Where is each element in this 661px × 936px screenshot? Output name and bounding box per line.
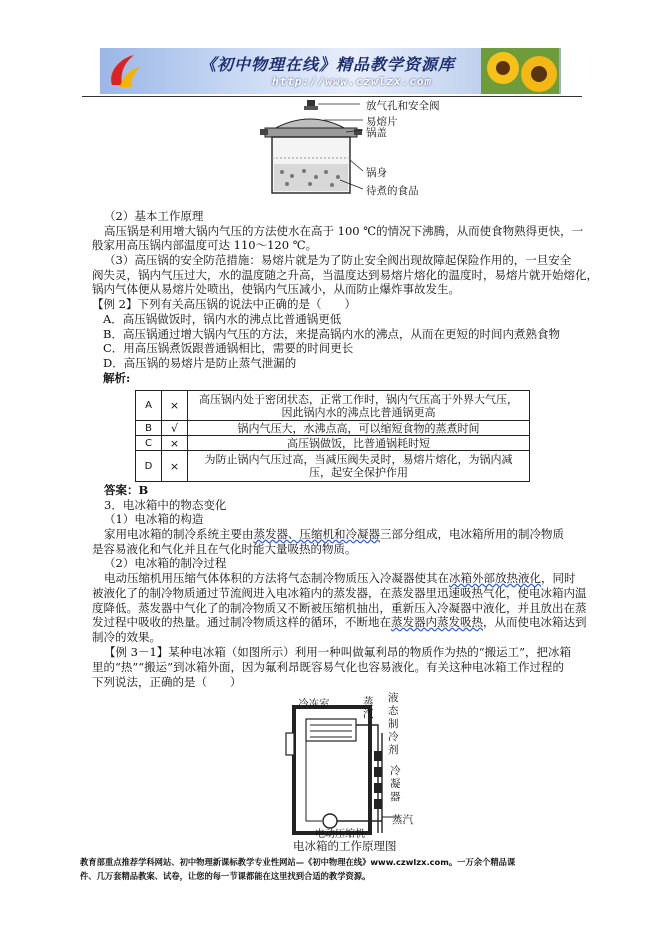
section-heading: 3．电冰箱中的物态变化 (104, 498, 227, 512)
table-row (136, 451, 530, 482)
paragraph-line: 锅内气体便从易熔片处喷出，使锅内气压减小，从而防止爆炸事故发生。 (92, 282, 460, 296)
row-option: D (136, 451, 162, 482)
page-footer (80, 855, 583, 883)
paragraph-line: 制冷的效果。 (92, 630, 161, 644)
row-mark: √ (162, 421, 188, 436)
row-explanation: 为防止锅内气压过高，当减压阀失灵时，易熔片熔化，为锅内减 压，起安全保护作用 (188, 451, 530, 482)
option-b: B．高压锅通过增大锅内气压的方法，来提高锅内水的沸点，从而在更短的时间内煮熟食物 (103, 327, 560, 341)
label-liquid-refrigerant: 液态制冷剂 (388, 692, 399, 756)
label-steam-top: 蒸汽 (363, 696, 374, 720)
label-steam-bottom: 蒸汽 (392, 814, 413, 826)
paragraph-line: 家用电冰箱的制冷系统主要由蒸发器、压缩机和冷凝器三部分组成，电冰箱所用的制冷物质 (104, 527, 564, 541)
row-explanation: 锅内气压大，水沸点高，可以缩短食物的蒸煮时间 (188, 421, 530, 436)
row-mark: × (162, 391, 188, 421)
table-row (136, 436, 530, 451)
row-mark: × (162, 451, 188, 482)
banner-title: 《初中物理在线》精品教学资源库 (200, 55, 456, 74)
row-mark: × (162, 436, 188, 451)
subsection-heading: （2）电冰箱的制冷过程 (104, 556, 227, 570)
key-term: 蒸发器、压缩机和冷凝器 (253, 527, 380, 541)
label-condenser: 冷凝器 (390, 765, 401, 803)
table-row (136, 421, 530, 436)
example-question: 【例 3－1】某种电冰箱（如图所示）利用一种叫做氟利昂的物质作为热的“搬运工”，把冰箱 (104, 645, 572, 659)
paragraph-line: 下列说法，正确的是（ ） (92, 675, 242, 689)
banner-url[interactable]: http://www.czwlzx.com (272, 75, 433, 88)
header-banner (100, 48, 561, 94)
row-option: C (136, 436, 162, 451)
figure-caption: 电冰箱的工作原理图 (293, 839, 397, 853)
row-explanation: 高压锅内处于密闭状态，正常工作时，锅内气压高于外界大气压， 因此锅内水的沸点比普通锅更高 (188, 391, 530, 421)
analysis-table (135, 390, 530, 482)
analysis-label: 解析: (103, 371, 131, 385)
option-d: D．高压锅的易熔片是防止蒸气泄漏的 (103, 356, 297, 370)
paragraph-line: 阀失灵，锅内气压过大，水的温度随之升高，当温度达到易熔片熔化的温度时，易熔片就开始熔化， (92, 268, 598, 282)
paragraph-line: 高压锅是利用增大锅内气压的方法使水在高于 100 ℃的情况下沸腾，从而使食物熟得更快，一 (104, 224, 584, 238)
sunflower-icon (481, 48, 559, 94)
subsection-heading: （1）电冰箱的构造 (104, 512, 204, 526)
label-fusible-plate: 易熔片 (366, 116, 398, 128)
table-row (136, 391, 530, 421)
footer-line: 件、几万套精品教案、试卷，让您的每一节课都能在这里找到合适的教学资源。 (80, 871, 371, 881)
paragraph-line: 发过程中吸收的热量。通过制冷物质这样的循环，不断地在蒸发器内蒸发吸热，从而使电冰箱达到 (92, 615, 587, 629)
paragraph-line: 度降低。蒸发器中气化了的制冷物质又不断被压缩机抽出，重新压入冷凝器中液化，并且放出在蒸 (92, 601, 587, 615)
paragraph-line: 里的“热”“搬运”到冰箱外面，因为氟利昂既容易气化也容易液化。有关这种电冰箱工作过程的 (92, 660, 565, 674)
label-food: 待煮的食品 (366, 185, 419, 197)
section-heading: （2）基本工作原理 (104, 209, 204, 223)
answer: 答案：B (104, 483, 149, 497)
paragraph-line: 般家用高压锅内部温度可达 110～120 ℃。 (92, 238, 318, 252)
example-question: 【例 2】下列有关高压锅的说法中正确的是（ ） (92, 297, 356, 311)
row-explanation: 高压锅做饭，比普通锅耗时短 (188, 436, 530, 451)
row-option: B (136, 421, 162, 436)
site-logo-icon (104, 51, 144, 91)
label-pot-body: 锅身 (366, 167, 387, 179)
option-c: C．用高压锅煮饭跟普通锅相比，需要的时间更长 (103, 341, 354, 355)
label-compressor: 电动压缩机 (315, 829, 365, 840)
footer-line: 教育部重点推荐学科网站、初中物理新课标教学专业性网站—《初中物理在线》www.czwlzx.com。一万余个精品课 (80, 857, 516, 867)
label-freezer: 冷冻室 (298, 698, 330, 710)
row-option: A (136, 391, 162, 421)
header-rule (82, 96, 582, 97)
paragraph-line: （3）高压锅的安全防范措施：易熔片就是为了防止安全阀出现故障起保险作用的，一旦安全 (104, 253, 572, 267)
key-term: 冰箱外部放热液化 (449, 571, 541, 585)
paragraph-line: 是容易液化和气化并且在气化时能大量吸热的物质。 (92, 542, 357, 556)
paragraph-line: 被液化了的制冷物质通过节流阀进入电冰箱内的蒸发器，在蒸发器里迅速吸热气化，使电冰箱内温 (92, 586, 587, 600)
key-term: 蒸发器内蒸发吸热 (391, 615, 483, 629)
label-lid: 锅盖 (366, 127, 387, 139)
paragraph-line: 电动压缩机用压缩气体体积的方法将气态制冷物质压入冷凝器使其在冰箱外部放热液化，同时 (104, 571, 576, 585)
pressure-cooker-diagram (260, 98, 460, 201)
label-vent-valve: 放气孔和安全阀 (366, 100, 440, 112)
option-a: A．高压锅做饭时，锅内水的沸点比普通锅更低 (103, 312, 342, 326)
